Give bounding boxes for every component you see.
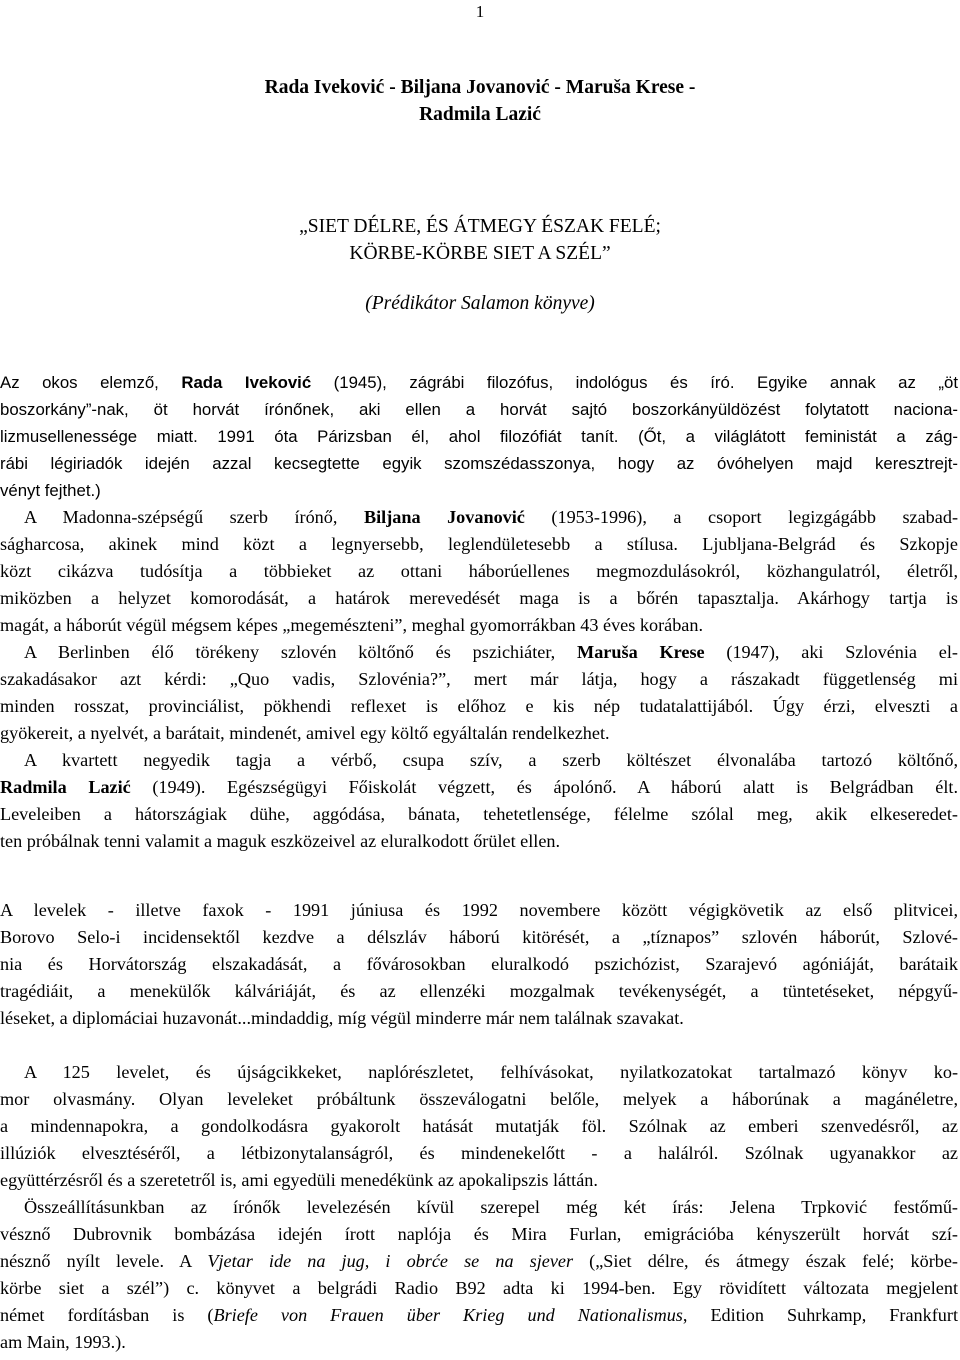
text-line (0, 1059, 958, 1086)
text-line (0, 693, 958, 720)
text-line (0, 774, 958, 801)
text-run: illúziók elvesztéséről, a létbizonytalanságról, és mindenekelőtt - a halálról. Szólnak ugyanakkor az (0, 1143, 958, 1163)
authors-line-2: Radmila Lazić (419, 104, 541, 125)
text-run: közt cikázva tudósítja a többieket az ottani háborúellenes megmozdulásokról, közhangulatról, életről, (0, 561, 958, 581)
text-run: német fordításban is ( (0, 1305, 214, 1325)
text-run: mor olvasmány. Olyan leveleket próbáltunk összeválogatni belőle, melyek a háborúnak a magánéletre, (0, 1089, 958, 1109)
text-line (0, 531, 958, 558)
text-line (0, 951, 958, 978)
authors-heading (0, 74, 960, 128)
italic-title: Vjetar ide na jug, i obrće se na sjever (207, 1251, 574, 1271)
text-line (0, 1329, 958, 1356)
document-title (0, 213, 960, 267)
text-line (0, 1248, 958, 1275)
text-line (0, 1194, 958, 1221)
text-line (0, 924, 958, 951)
text-run: boszorkány”-nak, öt horvát írónőnek, aki ellen a horvát sajtó boszorkányüldözést folytatott naciona- (0, 400, 958, 419)
text-line (0, 801, 958, 828)
title-line-2: KÖRBE-KÖRBE SIET A SZÉL” (349, 243, 611, 264)
text-line (0, 504, 958, 531)
text-line (0, 1140, 958, 1167)
text-run: Összeállításunkban az írónők levelezésén kívül szerepel még két írás: Jelena Trpković festőmű- (24, 1197, 958, 1217)
text-run: A Madonna-szépségű szerb írónő, (24, 507, 364, 527)
text-line (0, 720, 958, 747)
text-line (0, 423, 958, 450)
text-line (0, 585, 958, 612)
text-run: együttérzésről és a szeretetről is, ami egyedüli menedékünk az apokalipszis láttán. (0, 1170, 598, 1190)
bold-name: Maruša Krese (577, 642, 705, 662)
text-line (0, 639, 958, 666)
italic-title: Briefe von Frauen über Krieg und Nationalismus (213, 1305, 683, 1325)
text-run: ten próbálnak tenni valamit a maguk eszközeivel az eluralkodott őrület ellen. (0, 831, 561, 851)
bold-name: Biljana Jovanović (363, 507, 525, 527)
text-line (0, 1113, 958, 1140)
text-run: gyökereit, a nyelvét, a barátait, mindenét, amivel egy költő egyáltalán rendelkezhet. (0, 723, 610, 743)
text-run: lizmusellenessége miatt. 1991 óta Párizsban él, ahol filozófiát tanít. (Őt, a világlátott feministát a zág- (0, 427, 958, 446)
content-paragraphs (0, 1059, 958, 1356)
text-run: vésznő Dubrovnik bombázása idején írott naplója és Mira Furlan, emigrációba kényszerült horvát szí- (0, 1224, 958, 1244)
text-run: nésznő nyílt levele. A (0, 1251, 208, 1271)
text-run: (1947), aki Szlovénia el- (704, 642, 958, 662)
text-run: A levelek - illetve faxok - 1991 júniusa és 1992 novembere között végigkövetik az első plitvicei, (0, 900, 958, 920)
text-line (0, 477, 958, 504)
text-line (0, 897, 958, 924)
text-run: a mindennapokra, a gondolkodásra gyakorolt hatását mutatják föl. Szólnak az emberi szenvedésről, az (0, 1116, 958, 1136)
text-run: minden rosszat, provinciálist, pökhendi reflexet is előhoz e kis nép tudatalattijából. Úgy érzi, elveszti a (0, 696, 958, 716)
text-line (0, 1005, 958, 1032)
text-run: (1949). Egészségügyi Főiskolát végzett, és ápolónő. A háború alatt is Belgrádban élt. (130, 777, 958, 797)
text-line (0, 978, 958, 1005)
text-run: („Siet délre, és átmegy észak felé; körbe- (573, 1251, 958, 1271)
document-subtitle: (Prédikátor Salamon könyve) (365, 293, 595, 314)
text-line (0, 558, 958, 585)
text-line (0, 450, 958, 477)
text-line (0, 666, 958, 693)
letters-paragraph (0, 897, 958, 1032)
page-number: 1 (475, 2, 485, 21)
text-run: körbe siet a szél”) c. könyvet a belgrádi Radio B92 adta ki 1994-ben. Egy rövidített változata megjelent (0, 1278, 958, 1298)
text-run: Az okos elemző, (0, 373, 182, 392)
text-run: Borovo Selo-i incidensektől kezdve a délszláv háború kitörését, a „tíznapos” szlovén háborút, Szlové- (0, 927, 958, 947)
text-line (0, 747, 958, 774)
text-line (0, 396, 958, 423)
text-run: (1953-1996), a csoport legizgágább szabad- (524, 507, 958, 527)
text-run: nia és Horvátország elszakadását, a fővárosokban eluralkodó pszichózist, Szarajevó agóniáját, barátaik (0, 954, 958, 974)
text-run: , Edition Suhrkamp, Frankfurt (682, 1305, 958, 1325)
bio-paragraphs (0, 504, 958, 855)
text-run: Leveleiben a hátországiak dühe, aggódása, bánata, tehetetlensége, félelme szólal meg, akik elkeseredet- (0, 804, 958, 824)
text-line (0, 1275, 958, 1302)
text-line (0, 1086, 958, 1113)
text-line (0, 1221, 958, 1248)
text-line (0, 612, 958, 639)
text-run: rábi légiriadók idején azzal kecsegtette egyik szomszédasszonya, hogy az óvóhelyen majd keresztrejt- (0, 454, 958, 473)
text-run: léseket, a diplomáciai huzavonát...mindaddig, míg végül minderre már nem találnak szavakat. (0, 1008, 684, 1028)
text-run: vényt fejthet.) (0, 481, 101, 500)
bold-name: Radmila Lazić (0, 777, 131, 797)
text-run: miközben a helyzet komorodását, a határok merevedését maga is a bőrén tapasztalja. Akárhogy tartja is (0, 588, 958, 608)
text-run: A kvartett negyedik tagja a vérbő, csupa szív, a szerb költészet élvonalába tartozó költőnő, (24, 750, 958, 770)
text-run: tragédiáit, a menekülők kálváriáját, és az ellenzéki mozgalmak tevékenységét, a tüntetéseket, népgyű- (0, 981, 958, 1001)
text-run: am Main, 1993.). (0, 1332, 126, 1352)
text-line (0, 828, 958, 855)
text-run: ságharcosa, akinek mind közt a legnyersebb, leglendületesebb a stílusa. Ljubljana-Belgrád és Szkopje (0, 534, 958, 554)
text-run: (1945), zágrábi filozófus, indológus és író. Egyike annak az „öt (311, 373, 958, 392)
intro-paragraph (0, 369, 958, 504)
text-run: szakadásakor azt kérdi: „Quo vadis, Szlovénia?”, mert már látja, hogy a rászakadt függetlenség mi (0, 669, 958, 689)
bold-name: Rada Iveković (181, 373, 312, 392)
title-line-1: „SIET DÉLRE, ÉS ÁTMEGY ÉSZAK FELÉ; (299, 216, 661, 237)
authors-line-1: Rada Iveković - Biljana Jovanović - Maruša Krese - (264, 77, 696, 98)
text-line (0, 369, 958, 396)
text-run: magát, a háborút végül mégsem képes „megemészteni”, meghal gyomorrákban 43 éves korában. (0, 615, 703, 635)
text-line (0, 1302, 958, 1329)
text-run: A Berlinben élő törékeny szlovén költőnő és pszichiáter, (24, 642, 578, 662)
text-run: A 125 levelet, és újságcikkeket, naplórészletet, felhívásokat, nyilatkozatokat tartalmazó könyv ko- (24, 1062, 958, 1082)
text-line (0, 1167, 958, 1194)
